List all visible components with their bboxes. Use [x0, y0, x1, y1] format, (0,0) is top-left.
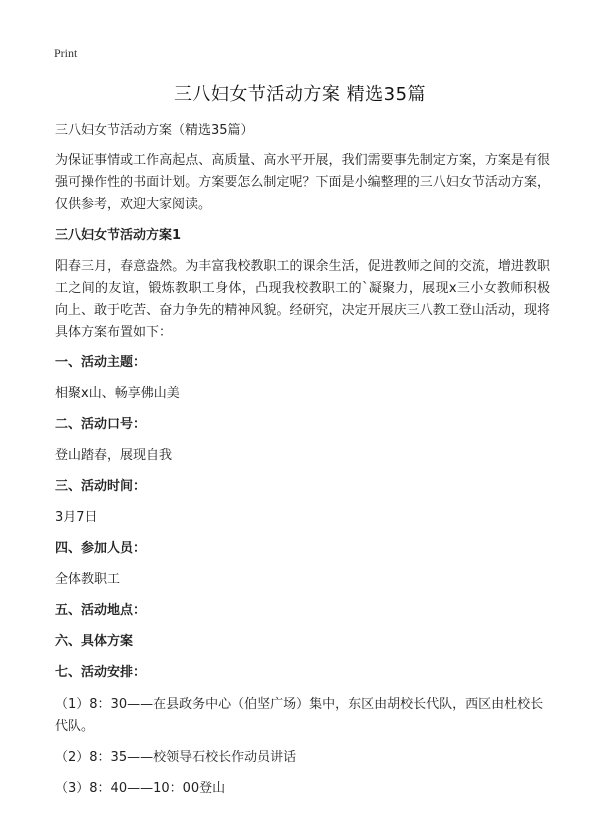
section-head-time: 三、活动时间：	[55, 479, 147, 494]
document-title: 三八妇女节活动方案 精选35篇	[173, 84, 427, 105]
document-body	[55, 120, 550, 809]
schedule-item: （1）8：30——在县政务中心（伯坚广场）集中，东区由胡校长代队，西区由杜校长代队。	[55, 697, 544, 734]
intro-paragraph: 为保证事情或工作高起点、高质量、高水平开展，我们需要事先制定方案，方案是有很强可操作性的书面计划。方案要怎么制定呢？下面是小编整理的三八妇女节活动方案，仅供参考，欢迎大家阅读。	[55, 153, 550, 212]
section-heading: 三八妇女节活动方案1	[55, 228, 182, 243]
section-head-theme: 一、活动主题：	[55, 355, 147, 370]
section-head-slogan: 二、活动口号：	[55, 417, 147, 432]
section-head-arrangement: 七、活动安排：	[55, 665, 147, 680]
section-head-plan: 六、具体方案	[55, 634, 134, 649]
section-value-time: 3月7日	[55, 510, 98, 525]
schedule-item: （2）8：35——校领导石校长作动员讲话	[55, 750, 297, 765]
section-value-participants: 全体教职工	[55, 572, 121, 587]
schedule-item: （3）8：40——10：00登山	[55, 781, 226, 796]
section-value-theme: 相聚x山、畅享佛山美	[55, 386, 180, 401]
section-head-location: 五、活动地点：	[55, 603, 147, 618]
document-subtitle: 三八妇女节活动方案（精选35篇）	[55, 123, 254, 138]
section-value-slogan: 登山踏春，展现自我	[55, 448, 173, 463]
print-label: Print	[54, 46, 78, 60]
section-head-participants: 四、参加人员：	[55, 541, 147, 556]
section-body-paragraph: 阳春三月，春意盎然。为丰富我校教职工的课余生活，促进教师之间的交流，增进教职工之间的友谊，锻炼教职工身体，凸现我校教职工的`凝聚力，展现x三小女教师积极向上、敢于吃苦、奋力争先的精神风貌。经研究，决定开展庆三八教工登山活动，现将具体方案布置如下：	[55, 259, 550, 340]
